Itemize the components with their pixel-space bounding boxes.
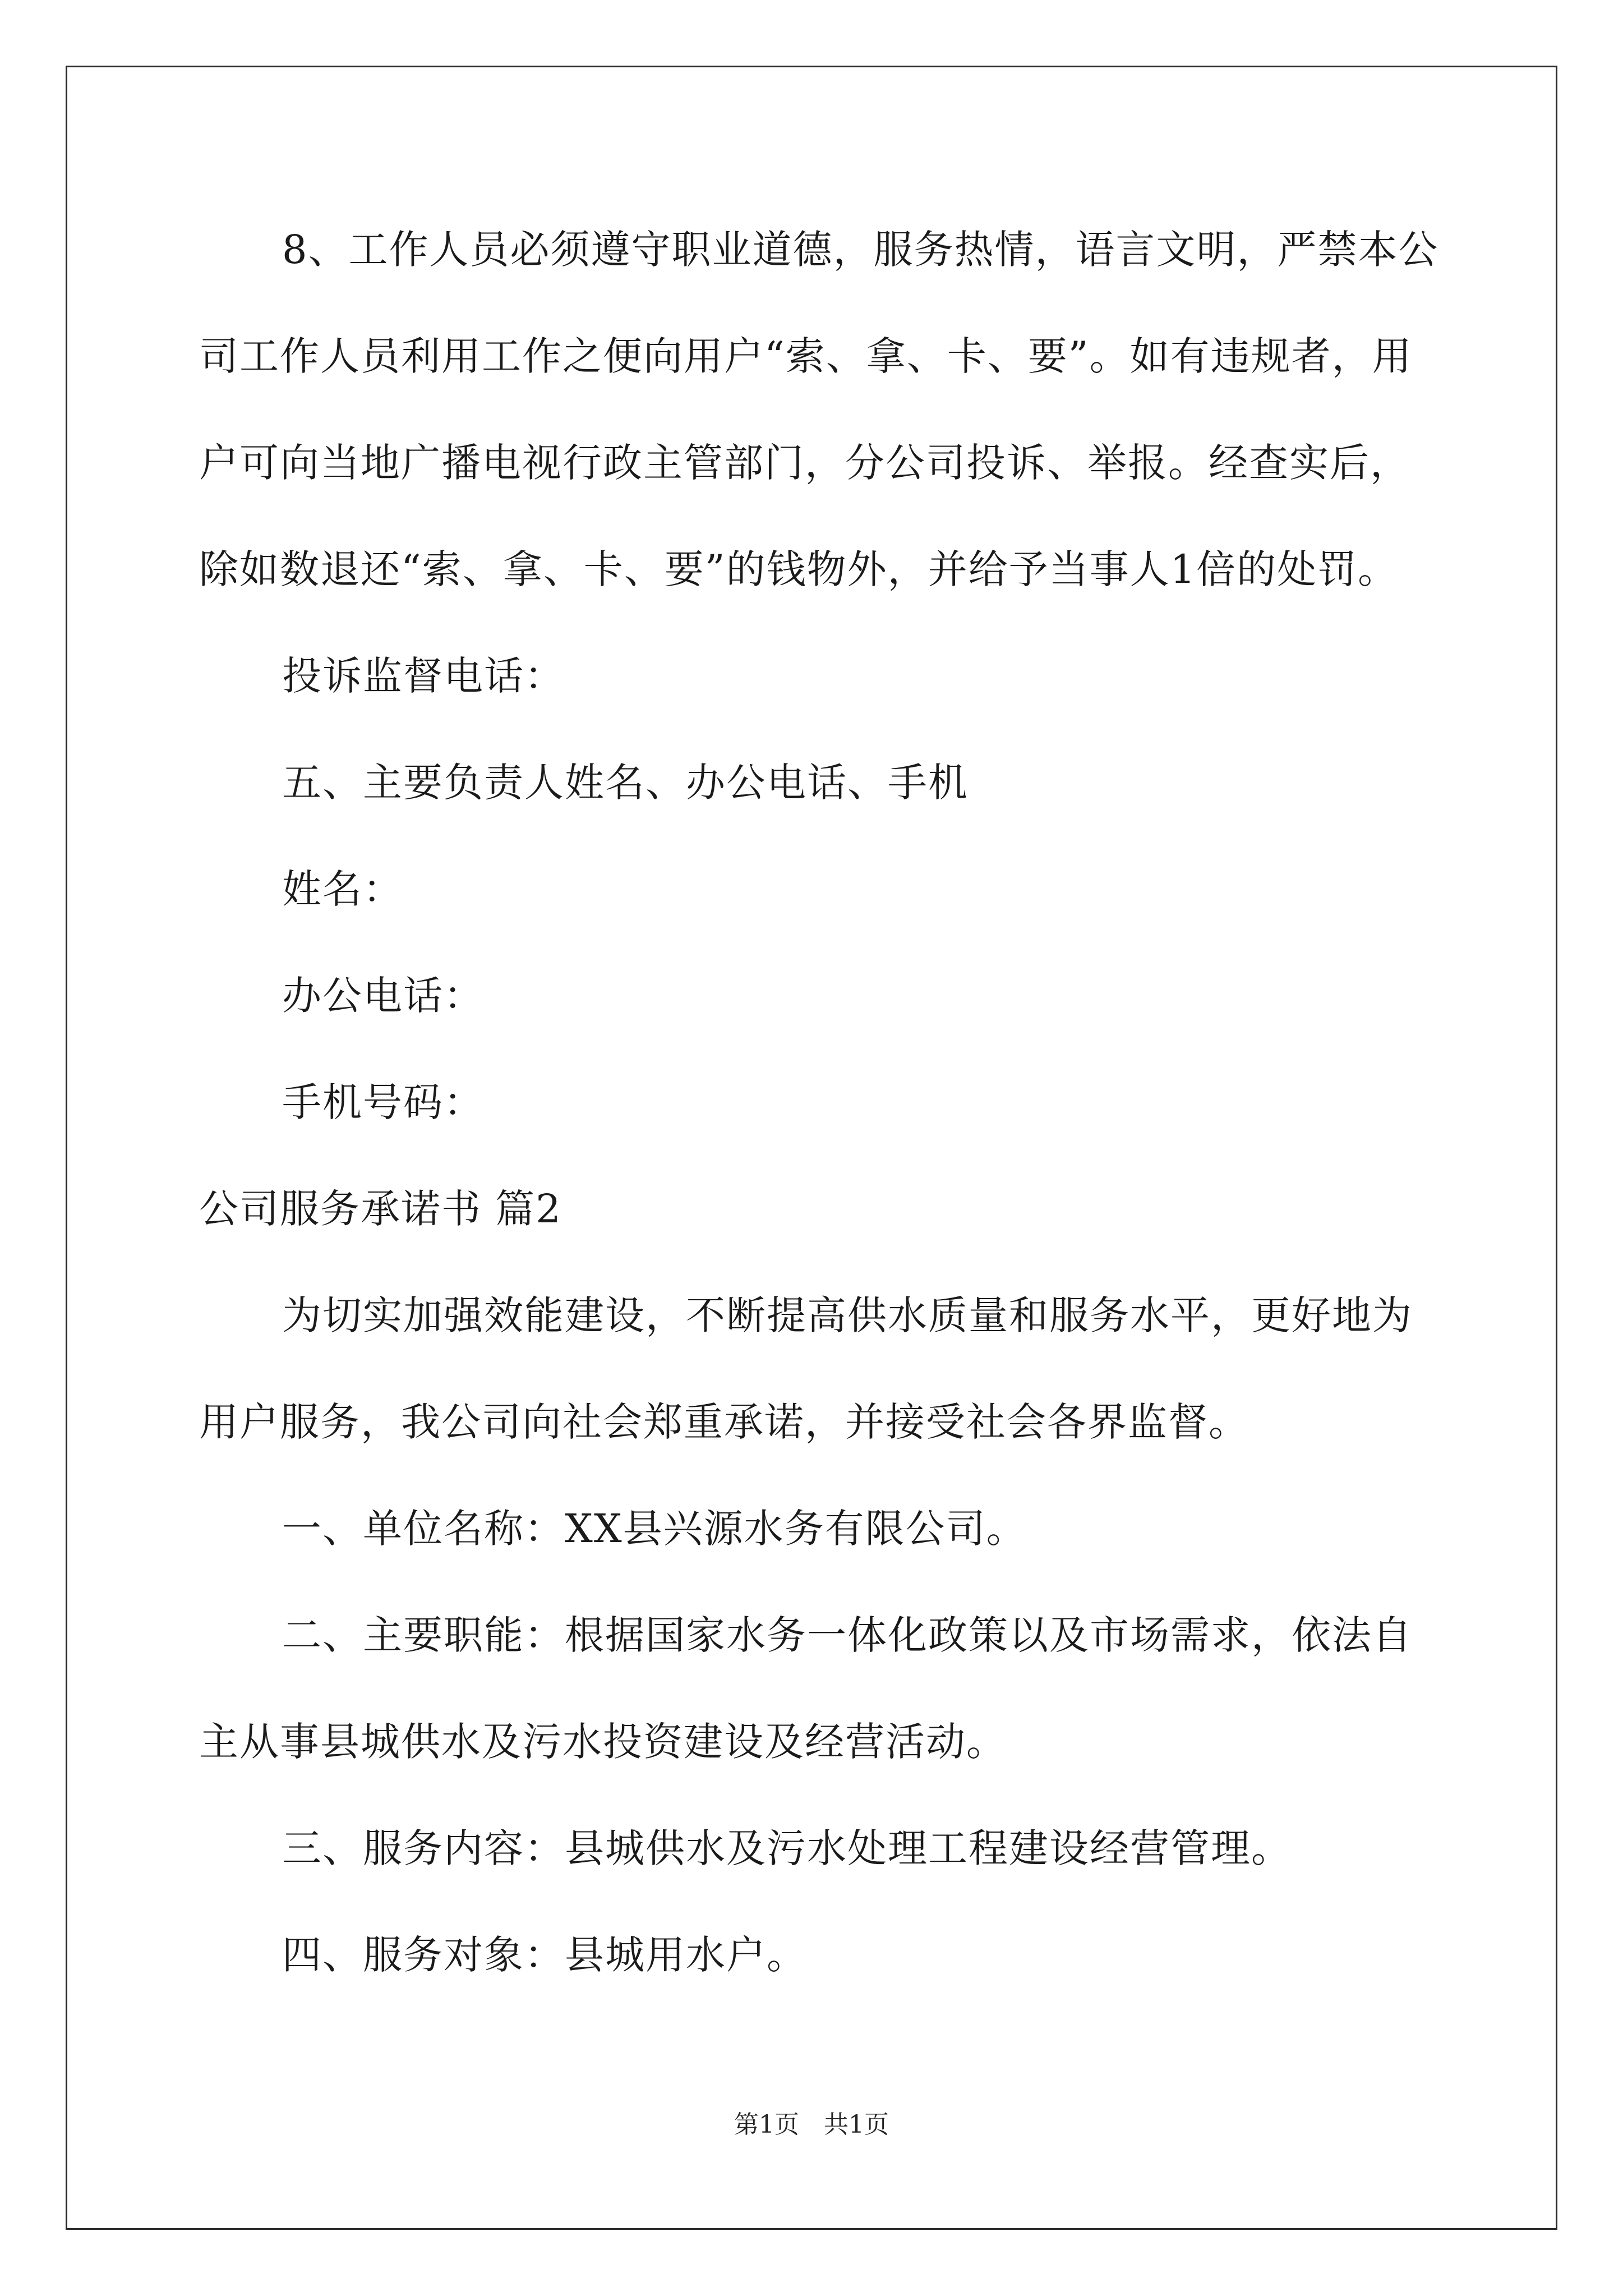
paragraph-line: 一、单位名称：XX县兴源水务有限公司。	[282, 1506, 1027, 1552]
paragraph-line: 8、工作人员必须遵守职业道德，服务热情，语言文明，严禁本公	[282, 227, 1439, 273]
article-title: 公司服务承诺书 篇2	[199, 1186, 562, 1232]
page-border	[66, 66, 1557, 2230]
section-heading: 五、主要负责人姓名、办公电话、手机	[282, 760, 969, 806]
name-label: 姓名：	[282, 866, 403, 912]
page-number: 第1页 共1页	[734, 2110, 889, 2139]
paragraph-line: 用户服务，我公司向社会郑重承诺，并接受社会各界监督。	[199, 1399, 1249, 1445]
paragraph-line: 除如数退还“索、拿、卡、要”的钱物外，并给予当事人1倍的处罚。	[199, 546, 1399, 592]
paragraph-line: 主从事县城供水及污水投资建设及经营活动。	[199, 1719, 1007, 1765]
paragraph-line: 三、服务内容：县城供水及污水处理工程建设经营管理。	[282, 1825, 1292, 1871]
office-phone-label: 办公电话：	[282, 973, 484, 1019]
paragraph-line: 为切实加强效能建设，不断提高供水质量和服务水平，更好地为	[282, 1292, 1413, 1338]
paragraph-line: 户可向当地广播电视行政主管部门，分公司投诉、举报。经查实后，	[199, 440, 1410, 486]
mobile-number-label: 手机号码：	[282, 1079, 484, 1125]
paragraph-line: 四、服务对象：县城用水户。	[282, 1932, 807, 1978]
complaint-phone-label: 投诉监督电话：	[282, 653, 565, 699]
paragraph-line: 司工作人员利用工作之便向用户“索、拿、卡、要”。如有违规者，用	[199, 333, 1413, 379]
paragraph-line: 二、主要职能：根据国家水务一体化政策以及市场需求，依法自	[282, 1612, 1413, 1658]
